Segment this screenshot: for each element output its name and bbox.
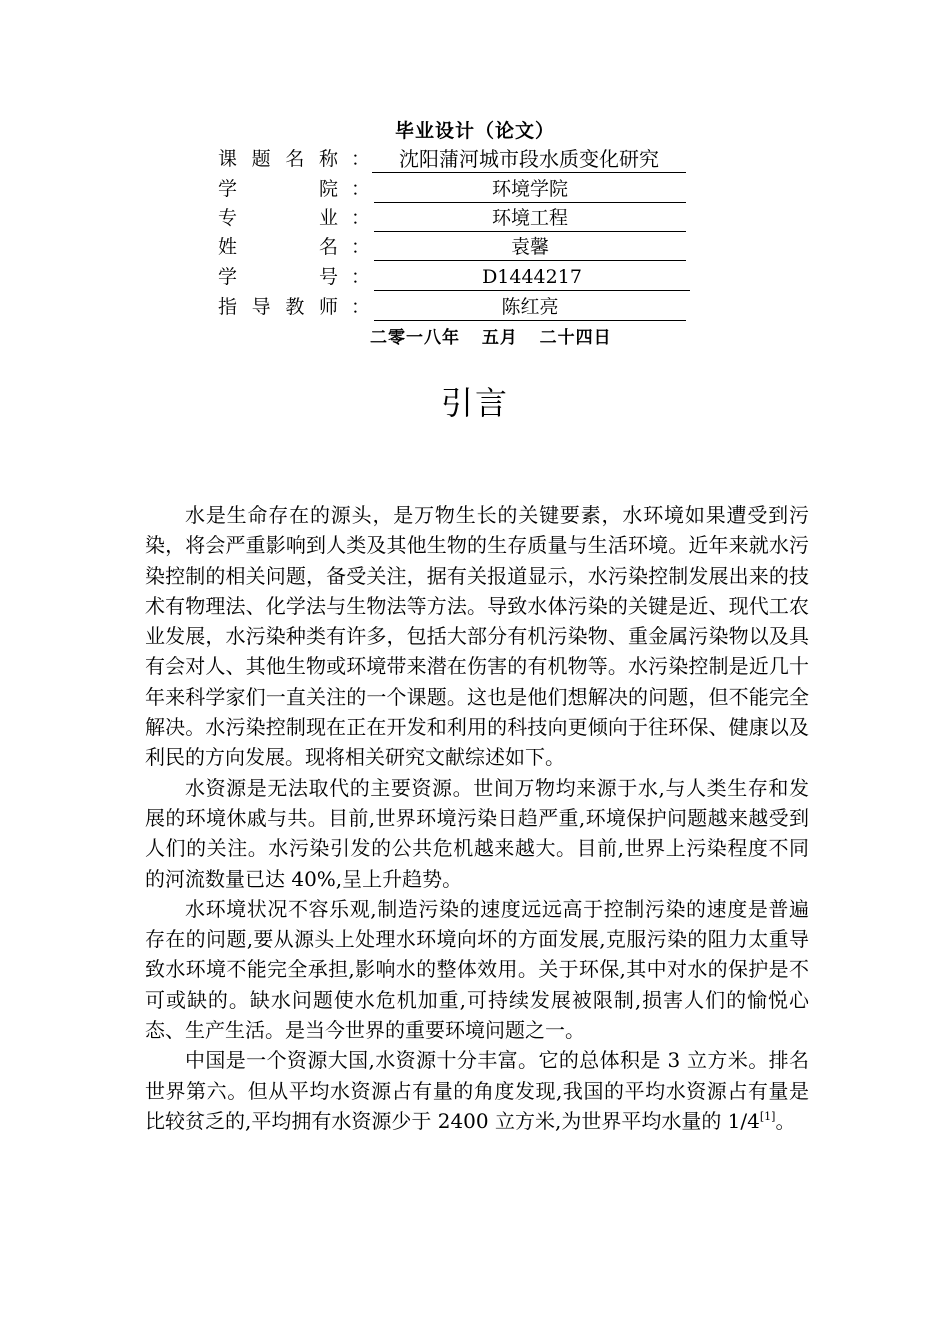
field-college [218, 176, 698, 206]
field-advisor-value: 陈红亮 [374, 294, 686, 321]
field-college-value: 环境学院 [374, 176, 686, 203]
field-major-value: 环境工程 [374, 205, 686, 232]
cover-title: 毕业设计（论文） [394, 120, 555, 142]
citation-reference[interactable]: [1] [759, 1109, 776, 1123]
field-major-colon: ： [351, 207, 371, 229]
field-topic [218, 146, 698, 176]
field-college-label: 学 院 [218, 178, 338, 200]
field-major [218, 205, 698, 235]
field-advisor-label: 指 导 教 师 [218, 296, 338, 318]
field-advisor [218, 294, 698, 324]
paragraph: 水资源是无法取代的主要资源。世间万物均来源于水,与人类生存和发展的环境休戚与共。目前,世界环境污染日趋严重,环境保护问题越来越受到人们的关注。水污染引发的公共危机越来越大。目前,世界上污染程度不同的河流数量已达 40%,呈上升趋势。 [145, 775, 809, 891]
field-topic-colon: ： [351, 148, 371, 170]
paragraph-last [145, 1045, 809, 1136]
body-text [145, 500, 809, 1136]
field-advisor-colon: ： [351, 296, 371, 318]
section-heading: 引言 [440, 384, 509, 422]
paragraph: 水环境状况不容乐观,制造污染的速度远远高于控制污染的速度是普遍存在的问题,要从源头上处理水环境向坏的方面发展,克服污染的阻力太重导致水环境不能完全承担,影响水的整体效用。关于环保,其中对水的保护是不可或缺的。缺水问题使水危机加重,可持续发展被限制,损害人们的愉悦心态、生产生活。是当今世界的重要环境问题之一。 [145, 896, 809, 1043]
cover-date: 二零一八年 五月 二十四日 [370, 328, 612, 348]
field-name [218, 234, 698, 264]
field-name-colon: ： [351, 236, 371, 258]
field-name-value: 袁馨 [374, 234, 686, 261]
field-topic-value: 沈阳蒲河城市段水质变化研究 [372, 146, 686, 173]
field-student-id-label: 学 号 [218, 266, 338, 288]
field-major-label: 专 业 [218, 207, 338, 229]
field-name-label: 姓 名 [218, 236, 338, 258]
paragraph: 水是生命存在的源头，是万物生长的关键要素，水环境如果遭受到污染，将会严重影响到人类及其他生物的生存质量与生活环境。近年来就水污染控制的相关问题，备受关注，据有关报道显示，水污染控制发展出来的技术有物理法、化学法与生物法等方法。导致水体污染的关键是近、现代工农业发展，水污染种类有许多，包括大部分有机污染物、重金属污染物以及具有会对人、其他生物或环境带来潜在伤害的有机物等。水污染控制是近几十年来科学家们一直关注的一个课题。这也是他们想解决的问题，但不能完全解决。水污染控制现在正在开发和利用的科技向更倾向于往环保、健康以及利民的方向发展。现将相关研究文献综述如下。 [145, 503, 809, 770]
field-student-id-colon: ： [351, 266, 371, 288]
field-college-colon: ： [351, 178, 371, 200]
field-student-id [218, 264, 698, 294]
paragraph-text: 中国是一个资源大国,水资源十分丰富。它的总体积是 3 立方米。排名世界第六。但从平均水资源占有量的角度发现,我国的平均水资源占有量是比较贫乏的,平均拥有水资源少于 2400 立方米,为世界平均水量的 1/4 [145, 1048, 809, 1133]
field-topic-label: 课 题 名 称 [218, 148, 338, 170]
field-student-id-value: D1444217 [374, 264, 690, 291]
paragraph-ending: 。 [775, 1108, 796, 1133]
